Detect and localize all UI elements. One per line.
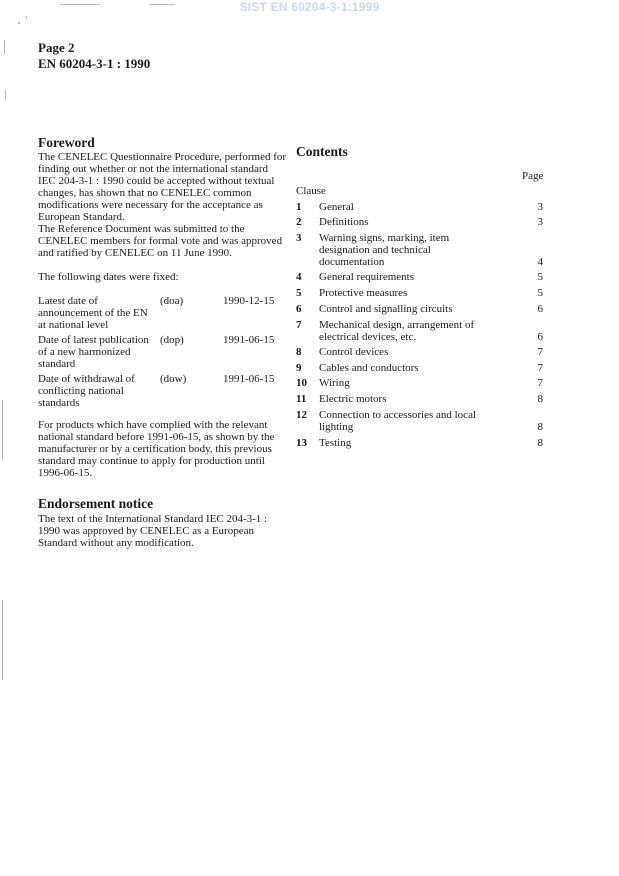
toc-page-number: 8: [537, 437, 543, 449]
page-column-label: Page: [522, 170, 544, 182]
toc-clause-title: Control devices: [319, 346, 389, 358]
date-abbreviation: (doa): [160, 295, 184, 307]
endorsement-text: The text of the International Standard IEC 204-3-1 : 1990 was approved by CENELEC as a European Standard without any modification.: [38, 513, 268, 549]
scan-speck: [2, 400, 3, 460]
page-number: Page 2: [38, 40, 75, 55]
toc-page-number: 3: [537, 216, 543, 228]
toc-clause-title: Wiring: [319, 377, 350, 389]
scan-speck: [18, 22, 20, 24]
toc-page-number: 3: [537, 201, 543, 213]
toc-clause-number: 7: [296, 319, 302, 331]
date-description: Latest date of announcement of the EN at national level: [38, 295, 148, 331]
scan-speck: [5, 90, 6, 100]
date-value: 1991-06-15: [223, 373, 275, 385]
endorsement-heading: Endorsement notice: [38, 496, 154, 511]
toc-page-number: 8: [537, 421, 543, 433]
toc-clause-title: General: [319, 201, 354, 213]
toc-clause-number: 4: [296, 271, 302, 283]
scan-speck: [4, 40, 5, 54]
toc-clause-number: 2: [296, 216, 302, 228]
toc-clause-title: General requirements: [319, 271, 414, 283]
toc-clause-number: 1: [296, 201, 302, 213]
scan-speck: [26, 16, 27, 19]
foreword-paragraph: The Reference Document was submitted to the CENELEC members for formal vote and was approved and ratified by CENELEC on 11 June 1990.: [38, 223, 283, 259]
date-value: 1991-06-15: [223, 334, 275, 346]
toc-page-number: 6: [537, 331, 543, 343]
toc-page-number: 6: [537, 303, 543, 315]
toc-clause-number: 6: [296, 303, 302, 315]
toc-clause-number: 3: [296, 232, 302, 244]
toc-clause-title: Control and signalling circuits: [319, 303, 453, 315]
toc-clause-title: Warning signs, marking, item designation and technical documentation: [319, 232, 450, 268]
toc-clause-number: 5: [296, 287, 302, 299]
toc-clause-number: 12: [296, 409, 307, 421]
scan-speck: [2, 600, 3, 680]
toc-page-number: 7: [537, 377, 543, 389]
toc-page-number: 7: [537, 362, 543, 374]
date-description: Date of latest publication of a new harmonized standard: [38, 334, 149, 370]
toc-clause-title: Connection to accessories and local lighting: [319, 409, 477, 433]
toc-page-number: 5: [537, 287, 543, 299]
toc-clause-title: Mechanical design, arrangement of electrical devices, etc.: [319, 319, 475, 343]
foreword-paragraph: The CENELEC Questionnaire Procedure, performed for finding out whether or not the international standard IEC 204-3-1 : 1990 could be accepted without textual changes, has shown that no CENELEC common modifications were necessary for the acceptance as European Standard.: [38, 151, 287, 223]
toc-clause-title: Electric motors: [319, 393, 387, 405]
clause-column-label: Clause: [296, 185, 326, 197]
toc-clause-number: 11: [296, 393, 307, 405]
date-abbreviation: (dow): [160, 373, 187, 385]
foreword-heading: Foreword: [38, 135, 95, 150]
toc-page-number: 4: [537, 256, 543, 268]
toc-clause-title: Cables and conductors: [319, 362, 419, 374]
date-abbreviation: (dop): [160, 334, 184, 346]
toc-clause-title: Protective measures: [319, 287, 408, 299]
toc-clause-number: 13: [296, 437, 307, 449]
foreword-paragraph: The following dates were fixed:: [38, 271, 179, 283]
toc-page-number: 7: [537, 346, 543, 358]
toc-clause-title: Testing: [319, 437, 352, 449]
standard-number: EN 60204-3-1 : 1990: [38, 56, 151, 71]
toc-page-number: 8: [537, 393, 543, 405]
toc-clause-number: 9: [296, 362, 302, 374]
toc-clause-title: Definitions: [319, 216, 369, 228]
toc-clause-number: 8: [296, 346, 302, 358]
date-description: Date of withdrawal of conflicting national standards: [38, 373, 135, 409]
toc-clause-number: 10: [296, 377, 307, 389]
toc-page-number: 5: [537, 271, 543, 283]
foreword-closing: For products which have complied with the relevant national standard before 1991-06-15, as shown by the manufacturer or by a certification body, this previous standard may continue to apply for production until 1996-06-15.: [38, 419, 275, 479]
date-value: 1990-12-15: [223, 295, 275, 307]
watermark: SIST EN 60204-3-1:1999: [239, 0, 380, 14]
contents-heading: Contents: [296, 144, 348, 159]
